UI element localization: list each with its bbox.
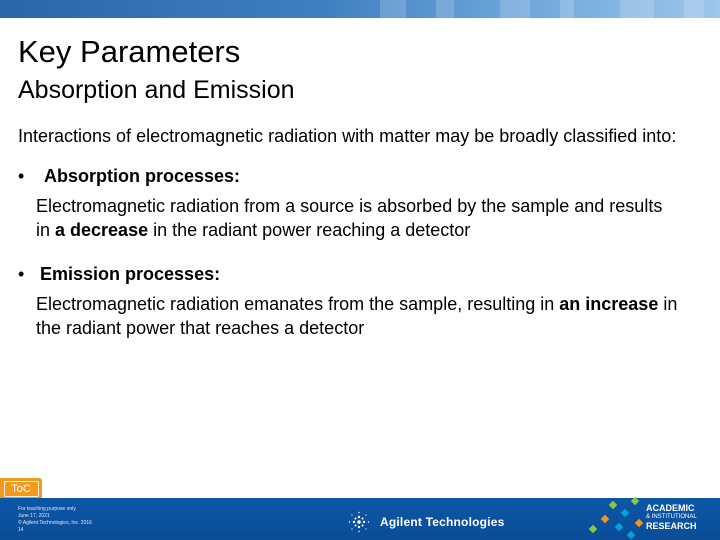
slide-title: Key Parameters bbox=[18, 34, 241, 69]
toc-button[interactable]: ToC bbox=[0, 478, 42, 500]
agilent-logo bbox=[346, 509, 504, 535]
bullet-heading: Absorption processes: bbox=[44, 166, 241, 186]
slide-subtitle: Absorption and Emission bbox=[18, 76, 295, 104]
bullet-emission bbox=[18, 262, 678, 286]
bullet-heading: Emission processes: bbox=[40, 264, 221, 284]
emphasis-text: a decrease bbox=[55, 220, 149, 240]
bullet-dot: • bbox=[18, 264, 25, 284]
bullet-dot: • bbox=[18, 166, 25, 186]
company-name: Agilent Technologies bbox=[380, 515, 505, 529]
slide-body bbox=[18, 124, 678, 340]
bullet-description: Electromagnetic radiation emanates from the sample, resulting in an increase in the radiant power that reaches a detector bbox=[36, 294, 678, 338]
decorative-squares bbox=[580, 496, 650, 540]
academic-research-logo: ACADEMIC & INSTITUTIONAL RESEARCH bbox=[646, 503, 697, 531]
intro-text: Interactions of electromagnetic radiation with matter may be broadly classified into: bbox=[18, 126, 677, 146]
top-banner bbox=[0, 0, 720, 18]
bullet-absorption bbox=[18, 164, 678, 188]
footer-notes: For teaching purpose only June 17, 2021 © Agilent Technologies, Inc. 2016 14 bbox=[18, 506, 92, 533]
bullet-description: Electromagnetic radiation from a source is absorbed by the sample and results in a decrease in the radiant power reaching a detector bbox=[36, 196, 663, 240]
agilent-spark-icon bbox=[346, 509, 372, 535]
